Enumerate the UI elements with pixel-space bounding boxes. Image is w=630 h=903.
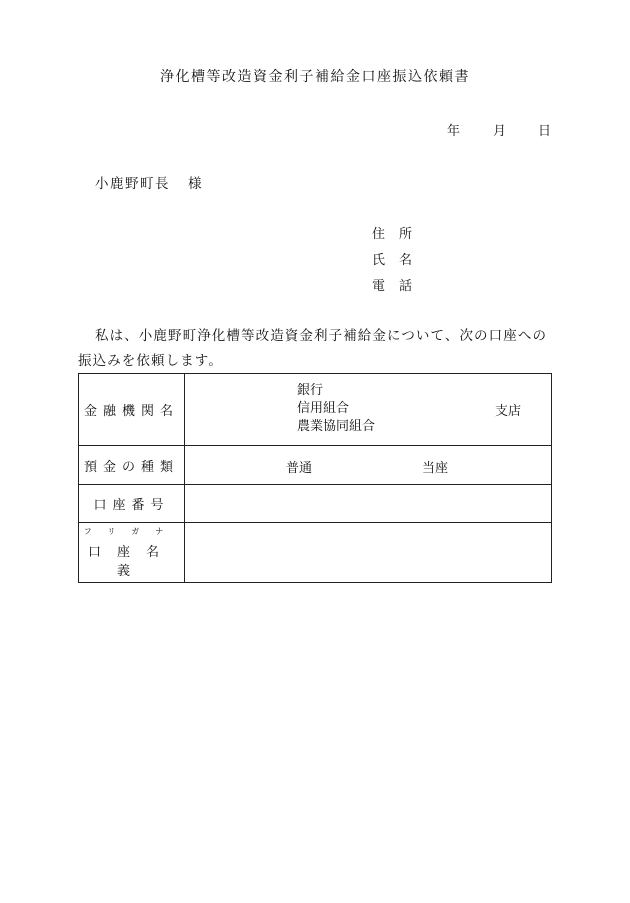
- account-holder-row: [79, 523, 552, 583]
- account-holder-field[interactable]: [185, 523, 552, 583]
- date-day-label: 日: [538, 124, 552, 139]
- date-month-label: 月: [493, 124, 507, 139]
- document-title: 浄化槽等改造資金利子補給金口座振込依頼書: [160, 69, 470, 85]
- request-line-2: 振込みを依頼します。: [78, 353, 223, 369]
- request-line-1: [78, 324, 568, 349]
- bank-cell[interactable]: [185, 374, 552, 446]
- bank-type-agricultural-coop: 農業協同組合: [297, 419, 376, 434]
- address-label: [372, 223, 412, 242]
- phone-label-char-1: 電: [372, 279, 386, 294]
- addressee-name: 小鹿野町長: [95, 176, 170, 192]
- account-type-cell[interactable]: [185, 446, 552, 485]
- account-number-row: [79, 485, 552, 523]
- account-holder-label: 口座名義: [87, 544, 175, 579]
- address-label-char-1: 住: [372, 227, 386, 242]
- bank-type-bank: 銀行: [297, 383, 324, 398]
- furigana-label: フリガナ: [83, 526, 180, 536]
- name-label-char-2: 名: [399, 253, 413, 268]
- bank-row: [79, 374, 552, 446]
- request-paragraph: [78, 324, 568, 374]
- bank-label: 金融機関名: [79, 374, 185, 446]
- account-number-field[interactable]: [185, 485, 552, 523]
- request-text-1: 私は、小鹿野町浄化槽等改造資金利子補給金について、次の口座への: [95, 328, 548, 344]
- account-type-ordinary[interactable]: 普通: [286, 461, 313, 476]
- addressee-honorific: 様: [188, 176, 203, 192]
- addressee: [95, 172, 203, 192]
- bank-type-credit-union: 信用組合: [297, 401, 350, 416]
- name-label: [372, 249, 412, 268]
- phone-label-char-2: 話: [399, 279, 413, 294]
- account-type-row: [79, 446, 552, 485]
- bank-type-list: [297, 382, 375, 436]
- name-label-char-1: 氏: [372, 253, 386, 268]
- phone-label: [372, 275, 412, 294]
- date-year-label: 年: [447, 124, 461, 139]
- account-holder-label-cell: [79, 523, 185, 583]
- account-type-current[interactable]: 当座: [422, 461, 449, 476]
- address-label-char-2: 所: [399, 227, 413, 242]
- bank-account-table: [78, 373, 552, 583]
- account-type-label: 預金の種類: [79, 446, 185, 485]
- account-number-label: 口座番号: [79, 485, 185, 523]
- branch-label: 支店: [495, 404, 522, 419]
